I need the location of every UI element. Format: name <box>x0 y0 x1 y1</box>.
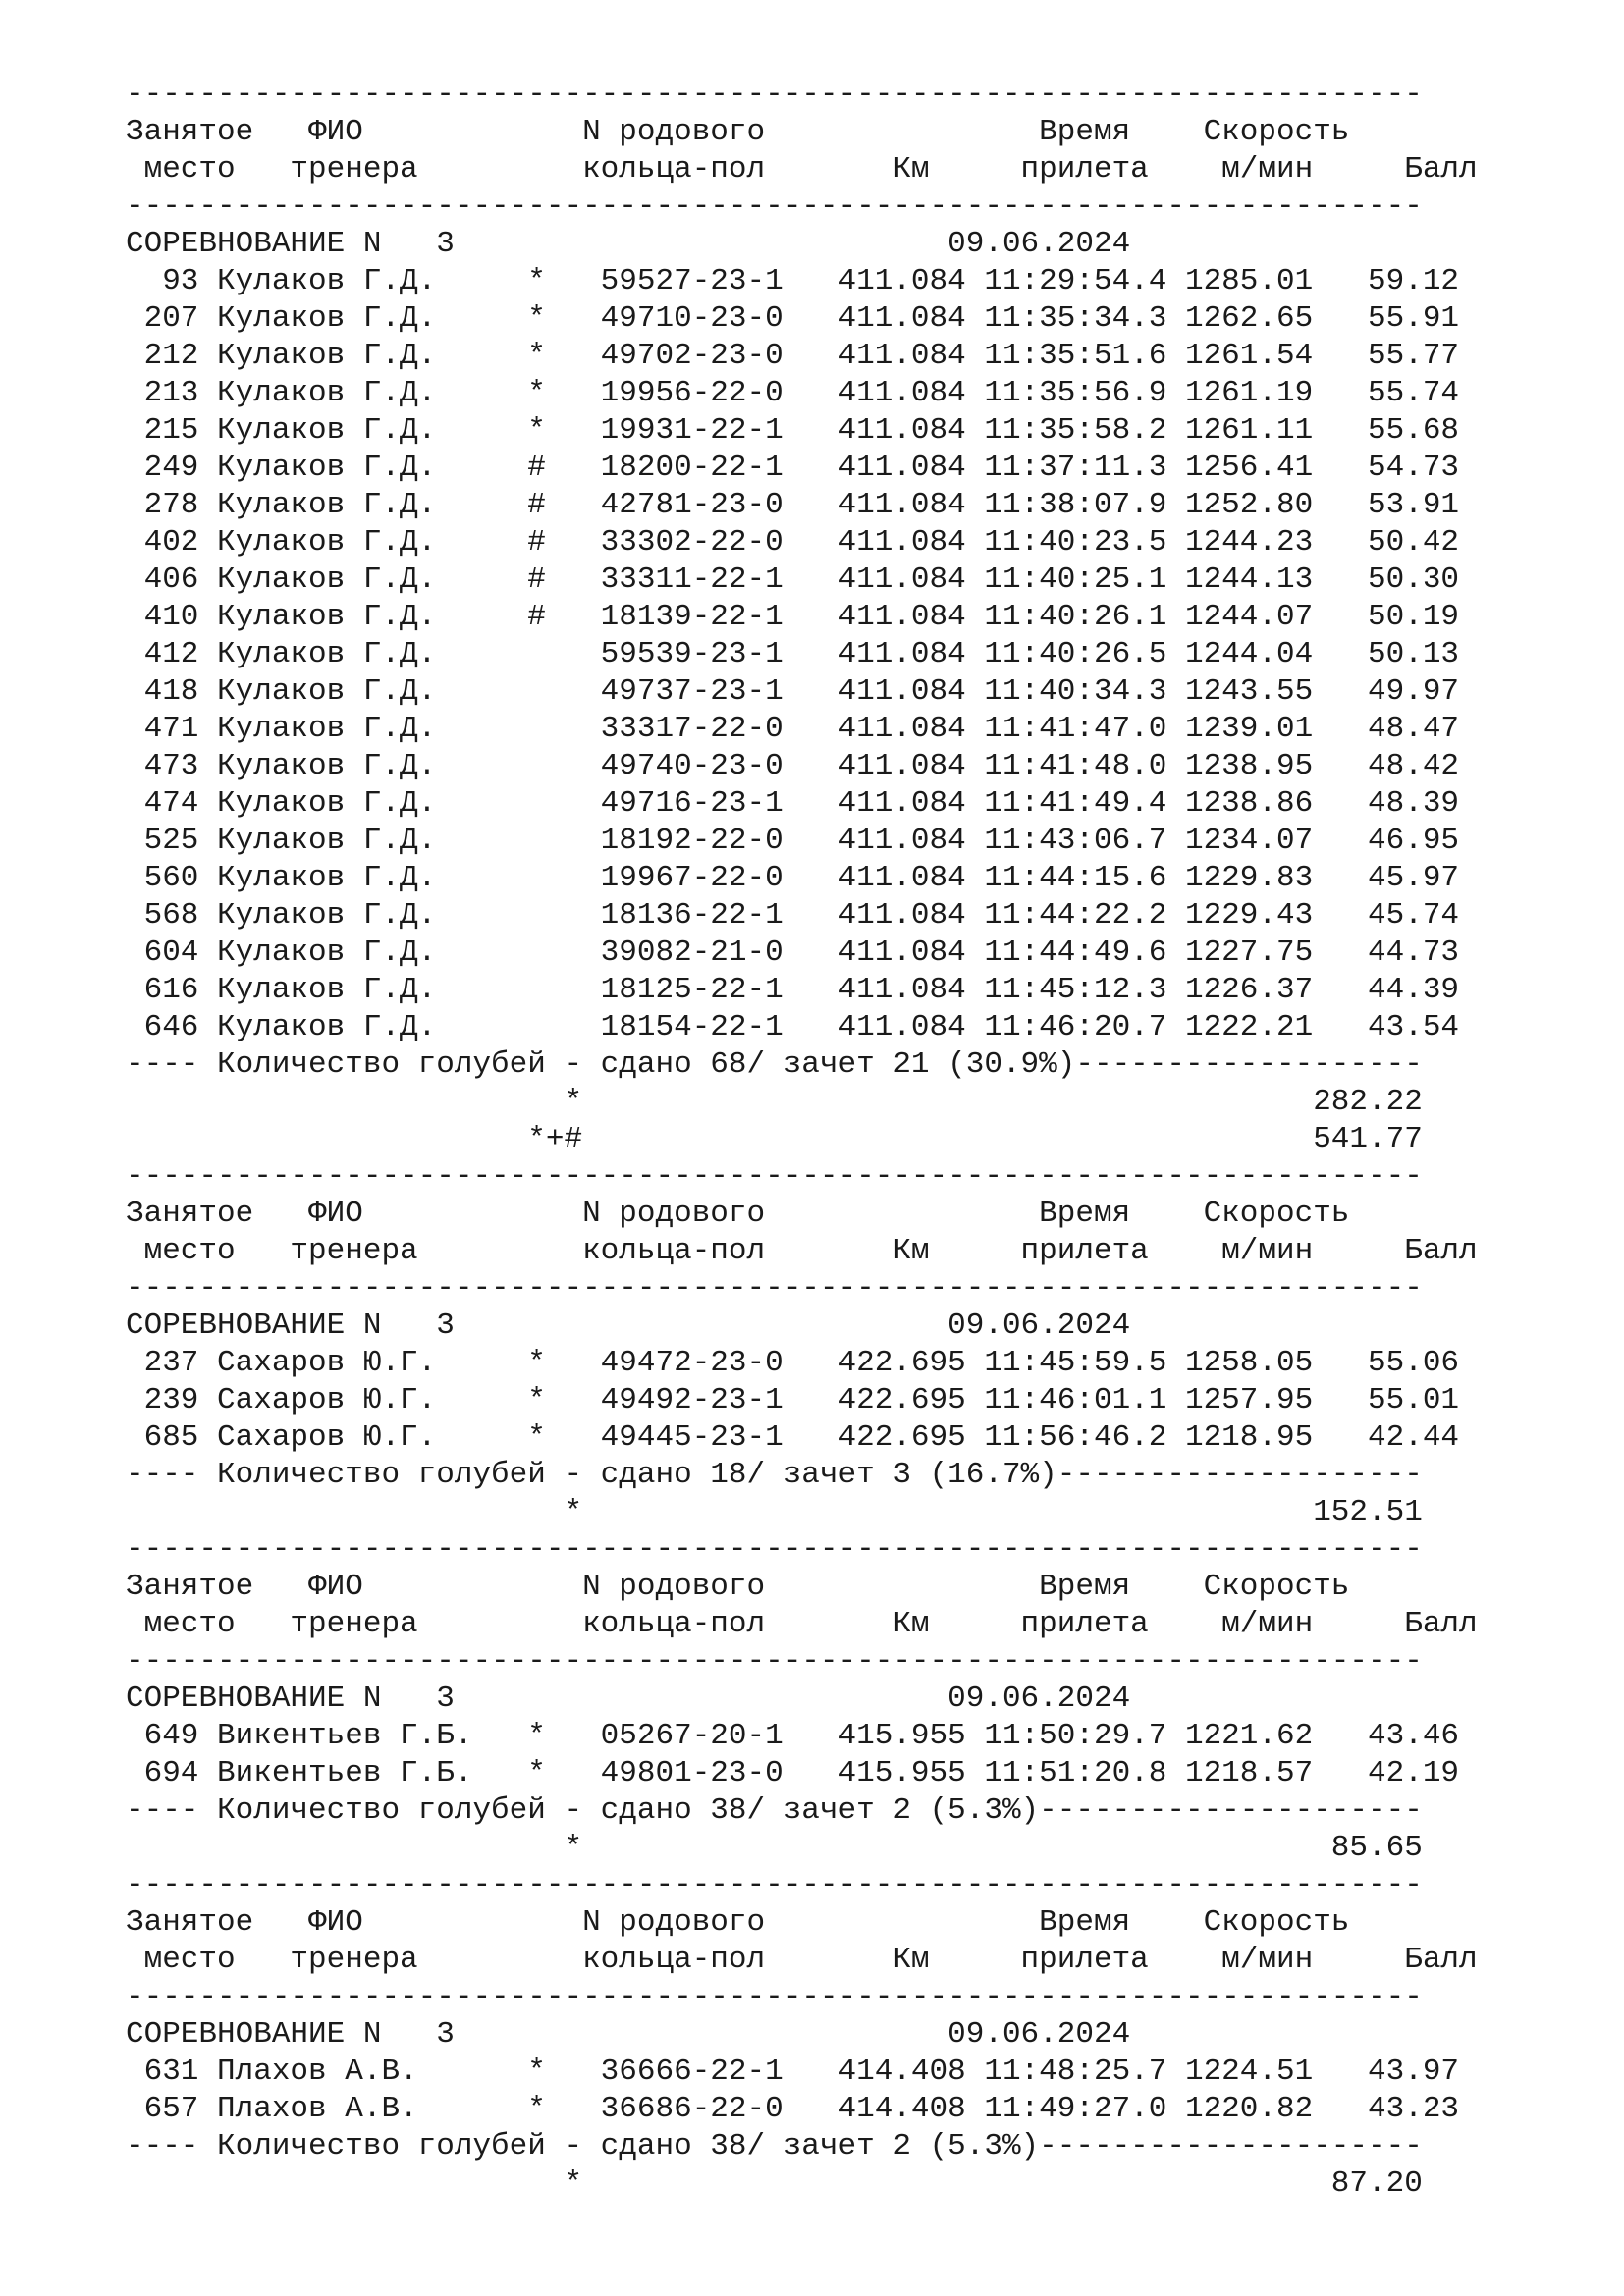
report-line: 694 Викентьев Г.Б. * 49801-23-0 415.955 11:51:20.8 1218.57 42.19 <box>126 1756 1460 1790</box>
report-line: ----------------------------------------------------------------------- <box>126 1532 1423 1567</box>
report-line: 473 Кулаков Г.Д. 49740-23-0 411.084 11:41:48.0 1238.95 48.42 <box>126 749 1460 783</box>
report-line: 568 Кулаков Г.Д. 18136-22-1 411.084 11:44:22.2 1229.43 45.74 <box>126 898 1460 933</box>
report-line: 560 Кулаков Г.Д. 19967-22-0 411.084 11:44:15.6 1229.83 45.97 <box>126 861 1460 895</box>
report-line: 406 Кулаков Г.Д. # 33311-22-1 411.084 11:40:25.1 1244.13 50.30 <box>126 562 1460 597</box>
report-line: * 282.22 <box>126 1085 1423 1119</box>
report-line: ---- Количество голубей - сдано 68/ зачет 21 (30.9%)------------------- <box>126 1047 1423 1082</box>
report-line: ----------------------------------------------------------------------- <box>126 1644 1423 1679</box>
report-line: 604 Кулаков Г.Д. 39082-21-0 411.084 11:44:49.6 1227.75 44.73 <box>126 935 1460 970</box>
report-line: место тренера кольца-пол Км прилета м/мин Балл <box>126 152 1478 187</box>
report-line: 657 Плахов А.В. * 36686-22-0 414.408 11:49:27.0 1220.82 43.23 <box>126 2092 1460 2126</box>
report-line: * 87.20 <box>126 2166 1423 2201</box>
report-line: 402 Кулаков Г.Д. # 33302-22-0 411.084 11:40:23.5 1244.23 50.42 <box>126 525 1460 560</box>
report-line: 410 Кулаков Г.Д. # 18139-22-1 411.084 11:40:26.1 1244.07 50.19 <box>126 600 1460 634</box>
report-line: ----------------------------------------------------------------------- <box>126 1980 1423 2014</box>
report-line: Занятое ФИО N родового Время Скорость <box>126 115 1350 149</box>
report-line: ---- Количество голубей - сдано 38/ зачет 2 (5.3%)--------------------- <box>126 2129 1423 2163</box>
report-line: 93 Кулаков Г.Д. * 59527-23-1 411.084 11:29:54.4 1285.01 59.12 <box>126 264 1460 298</box>
report-line: 649 Викентьев Г.Б. * 05267-20-1 415.955 11:50:29.7 1221.62 43.46 <box>126 1719 1460 1753</box>
results-report <box>126 77 1478 2203</box>
report-line: 207 Кулаков Г.Д. * 49710-23-0 411.084 11:35:34.3 1262.65 55.91 <box>126 301 1460 336</box>
report-line: ---- Количество голубей - сдано 18/ зачет 3 (16.7%)-------------------- <box>126 1458 1423 1492</box>
report-line: ----------------------------------------------------------------------- <box>126 1868 1423 1902</box>
report-line: 631 Плахов А.В. * 36666-22-1 414.408 11:48:25.7 1224.51 43.97 <box>126 2055 1460 2089</box>
report-line: Занятое ФИО N родового Время Скорость <box>126 1570 1350 1604</box>
report-line: 685 Сахаров Ю.Г. * 49445-23-1 422.695 11:56:46.2 1218.95 42.44 <box>126 1420 1460 1455</box>
report-line: 616 Кулаков Г.Д. 18125-22-1 411.084 11:45:12.3 1226.37 44.39 <box>126 973 1460 1007</box>
report-line: 471 Кулаков Г.Д. 33317-22-0 411.084 11:41:47.0 1239.01 48.47 <box>126 712 1460 746</box>
report-line: место тренера кольца-пол Км прилета м/мин Балл <box>126 1234 1478 1268</box>
report-line: *+# 541.77 <box>126 1122 1423 1156</box>
report-line: место тренера кольца-пол Км прилета м/мин Балл <box>126 1607 1478 1641</box>
report-line: 278 Кулаков Г.Д. # 42781-23-0 411.084 11:38:07.9 1252.80 53.91 <box>126 488 1460 522</box>
report-line: СОРЕВНОВАНИЕ N 3 09.06.2024 <box>126 1682 1131 1716</box>
report-line: место тренера кольца-пол Км прилета м/мин Балл <box>126 1943 1478 1977</box>
report-line: СОРЕВНОВАНИЕ N 3 09.06.2024 <box>126 1308 1131 1343</box>
report-line: 215 Кулаков Г.Д. * 19931-22-1 411.084 11:35:58.2 1261.11 55.68 <box>126 413 1460 448</box>
report-line: 646 Кулаков Г.Д. 18154-22-1 411.084 11:46:20.7 1222.21 43.54 <box>126 1010 1460 1044</box>
report-line: 249 Кулаков Г.Д. # 18200-22-1 411.084 11:37:11.3 1256.41 54.73 <box>126 451 1460 485</box>
report-line: Занятое ФИО N родового Время Скорость <box>126 1905 1350 1940</box>
report-line: 239 Сахаров Ю.Г. * 49492-23-1 422.695 11:46:01.1 1257.95 55.01 <box>126 1383 1460 1417</box>
report-line: 412 Кулаков Г.Д. 59539-23-1 411.084 11:40:26.5 1244.04 50.13 <box>126 637 1460 671</box>
report-line: 474 Кулаков Г.Д. 49716-23-1 411.084 11:41:49.4 1238.86 48.39 <box>126 786 1460 821</box>
report-line: 213 Кулаков Г.Д. * 19956-22-0 411.084 11:35:56.9 1261.19 55.74 <box>126 376 1460 410</box>
report-line: ----------------------------------------------------------------------- <box>126 78 1423 112</box>
report-line: 418 Кулаков Г.Д. 49737-23-1 411.084 11:40:34.3 1243.55 49.97 <box>126 674 1460 709</box>
report-line: * 85.65 <box>126 1831 1423 1865</box>
report-line: ----------------------------------------------------------------------- <box>126 1271 1423 1306</box>
report-line: ---- Количество голубей - сдано 38/ зачет 2 (5.3%)--------------------- <box>126 1793 1423 1828</box>
report-line: Занятое ФИО N родового Время Скорость <box>126 1197 1350 1231</box>
report-line: 237 Сахаров Ю.Г. * 49472-23-0 422.695 11:45:59.5 1258.05 55.06 <box>126 1346 1460 1380</box>
report-line: ----------------------------------------------------------------------- <box>126 189 1423 224</box>
report-line: * 152.51 <box>126 1495 1423 1529</box>
report-line: 212 Кулаков Г.Д. * 49702-23-0 411.084 11:35:51.6 1261.54 55.77 <box>126 339 1460 373</box>
report-line: 525 Кулаков Г.Д. 18192-22-0 411.084 11:43:06.7 1234.07 46.95 <box>126 824 1460 858</box>
report-line: ----------------------------------------------------------------------- <box>126 1159 1423 1194</box>
report-line: СОРЕВНОВАНИЕ N 3 09.06.2024 <box>126 227 1131 261</box>
report-line: СОРЕВНОВАНИЕ N 3 09.06.2024 <box>126 2017 1131 2052</box>
